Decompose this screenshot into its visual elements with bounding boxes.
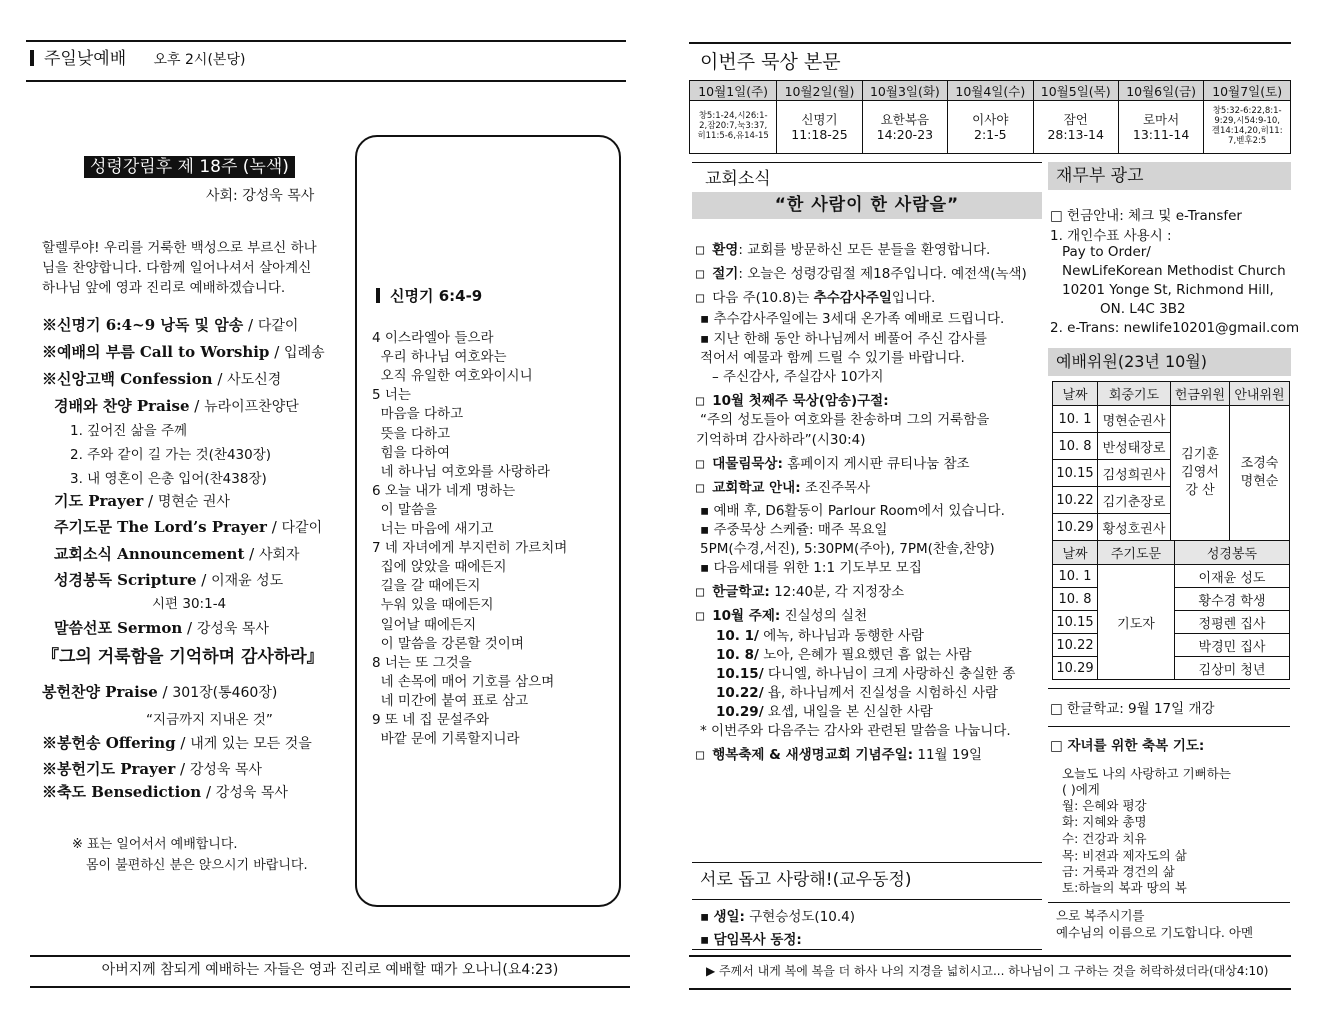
- scripture-line: 길을 갈 때에든지: [372, 578, 481, 595]
- footer-rule-top-right: [689, 955, 1291, 957]
- theme-note: * 이번주와 다음주는 감사와 관련된 말씀을 나눕니다.: [700, 723, 1011, 739]
- meditation-ref: [1204, 101, 1291, 154]
- meditation-ref-line: 요한복음: [880, 112, 930, 127]
- sermon-title: 『그의 거룩함을 기억하며 감사하라』: [42, 647, 324, 667]
- meditation-ref-line: 7,벧후2:5: [1228, 135, 1267, 146]
- finance-line: □ 헌금안내: 체크 및 e-Transfer: [1050, 208, 1242, 224]
- service-time: 오후 2시(본당): [153, 52, 246, 68]
- news-theme: □ 10월 주제: 진실성의 실천: [696, 608, 868, 624]
- meditation-ref-line: 28:13-14: [1047, 127, 1104, 142]
- meditation-ref: [1118, 101, 1203, 154]
- usher-prayer: 명현순권사: [1098, 406, 1171, 433]
- hymn-3: 3. 내 영혼이 은총 입어(찬438장): [70, 471, 267, 487]
- meditation-ref-line: 2,잠20:7,눅3:37,: [699, 121, 768, 132]
- scripture-line: 뜻을 다하고: [372, 425, 451, 442]
- news-korean-school: □ 한글학교: 12:40분, 각 지정장소: [696, 584, 905, 600]
- lords-prayer-leader: 기도자: [1098, 565, 1175, 680]
- order-item: 말씀선포 Sermon / 강성욱 목사: [54, 619, 269, 637]
- meditation-day: 10월2일(월): [777, 81, 862, 101]
- scripture-line: 네 하나님 여호와를 사랑하라: [372, 463, 550, 480]
- meditation-ref-line: 신명기: [801, 112, 838, 127]
- offering-team: 김기훈 김영서 강 산: [1171, 406, 1230, 541]
- meditation-ref-line: 9:29,시54:9-10,: [1214, 116, 1280, 127]
- meditation-day: 10월4일(수): [948, 81, 1033, 101]
- meditation-day: 10월5일(목): [1033, 81, 1118, 101]
- order-item: 경배와 찬양 Praise / 뉴라이프찬양단: [54, 397, 299, 415]
- fellowship-bottom-rule: [692, 949, 1042, 950]
- fellowship-top-rule: [692, 862, 1042, 863]
- reader-name: 황수경 학생: [1175, 588, 1290, 611]
- offering-hymn-name: “지금까지 지내온 것”: [146, 712, 273, 728]
- reader-date: 10. 8: [1053, 588, 1098, 611]
- order-item: ※축도 Bensediction / 강성욱 목사: [42, 783, 288, 801]
- fellowship-heading: 서로 돕고 사랑해!(교우동정): [700, 870, 912, 890]
- scripture-line: 5 너는: [372, 387, 411, 404]
- meditation-ref-line: 창5:32-6:22,8:1-: [1212, 106, 1282, 117]
- korean-school-open: □ 한글학교: 9월 17일 개강: [1050, 701, 1215, 717]
- scripture-line: 네 손목에 매어 기호를 삼으며: [372, 673, 555, 690]
- meditation-day: 10월7일(토): [1204, 81, 1291, 101]
- meditation-ref-line: 겔14:14,20,히11:: [1211, 126, 1283, 136]
- usher-date: 10.22: [1053, 487, 1098, 514]
- meditation-day: 10월3일(화): [862, 81, 947, 101]
- reader-date: 10.22: [1053, 634, 1098, 657]
- order-item: ※봉헌송 Offering / 내게 있는 모든 것을: [42, 734, 312, 752]
- order-item: ※신앙고백 Confession / 사도신경: [42, 370, 282, 388]
- header-bar: [30, 50, 34, 66]
- prayer-line: 화: 지혜와 총명: [1062, 814, 1147, 829]
- heading-bar: [376, 288, 380, 303]
- prayer-end: 예수님의 이름으로 기도합니다. 아멘: [1056, 925, 1254, 940]
- theme-item: 10. 8/ 노아, 은혜가 필요했던 흠 없는 사람: [716, 647, 972, 663]
- meditation-ref: [948, 101, 1033, 154]
- scripture-line: 9 또 네 집 문설주와: [372, 712, 490, 728]
- prayer-line: 토:하늘의 복과 땅의 복: [1062, 880, 1187, 895]
- news-thanksgiving: □ 다음 주(10.8)는 추수감사주일입니다.: [696, 290, 936, 306]
- thanks-item: – 주신감사, 주실감사 10가지: [712, 369, 884, 385]
- meditation-ref-line: 2:1-5: [974, 127, 1007, 142]
- intro-line-1: 할렐루야! 우리를 거룩한 백성으로 부르신 하나: [42, 240, 317, 256]
- ushers-heading: 예배위원(23년 10월): [1048, 348, 1291, 376]
- scripture-ref: 시편 30:1-4: [152, 596, 227, 612]
- order-item: 성경봉독 Scripture / 이재윤 성도: [54, 571, 284, 589]
- finance-line: Pay to Order/: [1062, 244, 1151, 260]
- intro-line-2: 님을 찬양합니다. 다함께 일어나셔서 살아계신: [42, 260, 312, 276]
- motto: “한 사람이 한 사람을”: [692, 192, 1042, 219]
- hymn-2: 2. 주와 같이 길 가는 것(찬430장): [70, 447, 272, 463]
- scripture-line: 이 말씀을: [372, 501, 438, 518]
- theme-item: 10.29/ 요셉, 내일을 본 신실한 사람: [716, 704, 933, 720]
- fellowship-birthday: ▪ 생일: 구현승성도(10.4): [700, 909, 856, 925]
- note-line-2: 몸이 불편하신 분은 앉으시기 바랍니다.: [86, 858, 308, 873]
- usher-date: 10.15: [1053, 460, 1098, 487]
- scripture-line: 네 미간에 붙여 표로 삼고: [372, 692, 529, 709]
- meditation-ref-line: 이사야: [972, 112, 1009, 127]
- order-item: 주기도문 The Lord’s Prayer / 다같이: [54, 518, 323, 536]
- service-header: [30, 48, 245, 71]
- meditation-table: [689, 80, 1291, 154]
- meditation-ref-line: 14:20-23: [876, 127, 934, 142]
- fellowship-pastor: ▪ 담임목사 동정:: [700, 932, 802, 948]
- prayer-top-rule: [1048, 726, 1290, 727]
- header-rule-left: [26, 80, 626, 82]
- reader-date: 10.15: [1053, 611, 1098, 634]
- memory-verse-label: □ 10월 첫째주 묵상(암송)구절:: [696, 393, 889, 409]
- right-footer-verse: ▶ 주께서 내게 복에 복을 더 하사 나의 지경을 넓히시고... 하나님이 그 구하는 것을 허락하셨더라(대상4:10): [706, 964, 1269, 978]
- fellowship-mid-rule: [692, 899, 1042, 900]
- prayer-line: 월: 은혜와 평강: [1062, 798, 1147, 813]
- meditation-ref-line: 창5:1-24,시26:1-: [698, 111, 768, 122]
- scripture-line: 우리 하나님 여호와는: [372, 349, 507, 366]
- ushers-bottom-rule: [1048, 688, 1290, 689]
- scripture-line: 7 네 자녀에게 부지런히 가르치며: [372, 540, 568, 557]
- finance-line: 2. e-Trans: newlife10201@gmail.com: [1050, 320, 1300, 336]
- news-top-rule: [692, 162, 1042, 163]
- reader-name: 이재윤 성도: [1175, 565, 1290, 588]
- thanks-item: ▪ 추수감사주일에는 3세대 온가족 예배로 드립니다.: [700, 311, 1005, 327]
- prayer-line: 수: 건강과 치유: [1062, 831, 1147, 846]
- usher-prayer: 김성희권사: [1098, 460, 1171, 487]
- usher-table: [1052, 381, 1290, 541]
- scripture-line: 마음을 다하고: [372, 406, 464, 423]
- reader-date: 10.29: [1053, 657, 1098, 680]
- reader-name: 김상미 청년: [1175, 657, 1290, 680]
- news-festival: □ 행복축제 & 새생명교회 기념주일: 11월 19일: [696, 747, 983, 763]
- guide-team: 조경숙 명현순: [1230, 406, 1290, 541]
- week-title: 성령강림후 제 18주 (녹색): [84, 156, 295, 178]
- footer-rule-top-left: [30, 955, 630, 957]
- prayer-mid-rule: [1048, 902, 1290, 903]
- theme-item: 10. 1/ 에녹, 하나님과 동행한 사람: [716, 628, 924, 644]
- thanks-item: 적어서 예물과 함께 드릴 수 있기를 바랍니다.: [700, 350, 965, 366]
- order-item: 기도 Prayer / 명현순 권사: [54, 492, 230, 510]
- usher-date: 10. 8: [1053, 433, 1098, 460]
- news-season: □ 절기: 오늘은 성령강림절 제18주입니다. 예전색(녹색): [696, 266, 1027, 282]
- school-item: ▪ 예배 후, D6활동이 Parlour Room에서 있습니다.: [700, 503, 1005, 519]
- presider: 사회: 강성욱 목사: [206, 188, 315, 204]
- usher-header: 회중기도: [1098, 382, 1171, 406]
- left-footer-verse: 아버지께 참되게 예배하는 자들은 영과 진리로 예배할 때가 오나니(요4:23): [101, 962, 559, 978]
- memory-verse-1: “주의 성도들아 여호와를 찬송하며 그의 거룩함을: [700, 412, 990, 428]
- top-rule-left: [26, 40, 626, 42]
- finance-line: 10201 Yonge St, Richmond Hill,: [1062, 282, 1274, 298]
- note-line-1: ※ 표는 일어서서 예배합니다.: [72, 837, 238, 852]
- scripture-line: 너는 마음에 새기고: [372, 521, 494, 537]
- reader-name: 박경민 집사: [1175, 634, 1290, 657]
- order-item: ※신명기 6:4~9 낭독 및 암송 / 다같이: [42, 316, 299, 334]
- meditation-day: 10월1일(주): [690, 81, 777, 101]
- meditation-ref-line: 히11:5-6,유14-15: [697, 130, 769, 141]
- meditation-ref-line: 13:11-14: [1132, 127, 1190, 142]
- usher-header: 헌금위원: [1171, 382, 1230, 406]
- prayer-line: 금: 거룩과 경건의 삶: [1062, 864, 1175, 879]
- footer-rule-bottom-right: [689, 988, 1291, 990]
- scripture-line: 누워 있을 때에든지: [372, 597, 494, 614]
- finance-heading: 재무부 광고: [1048, 162, 1291, 190]
- usher-date: 10. 1: [1053, 406, 1098, 433]
- school-item: 5PM(수경,서진), 5:30PM(주아), 7PM(찬솔,찬양): [700, 541, 995, 557]
- scripture-line: 6 오늘 내가 네게 명하는: [372, 482, 516, 499]
- prayer-line: 오늘도 나의 사랑하고 기뻐하는: [1062, 766, 1231, 781]
- prayer-end: 으로 복주시기를: [1056, 908, 1145, 923]
- meditation-ref-line: 잠언: [1063, 112, 1088, 127]
- news-school: □ 교회학교 안내: 조진주목사: [696, 480, 871, 496]
- scripture-line: 이 말씀을 강론할 것이며: [372, 635, 524, 652]
- scripture-line: 일어날 때에든지: [372, 616, 477, 633]
- reader-date: 10. 1: [1053, 565, 1098, 588]
- scripture-heading-text: 신명기 6:4-9: [390, 287, 483, 305]
- reader-name: 정평렌 집사: [1175, 611, 1290, 634]
- usher-header: 안내위원: [1230, 382, 1290, 406]
- meditation-ref-line: 11:18-25: [791, 127, 848, 142]
- meditation-ref: [862, 101, 947, 154]
- news-welcome: □ 환영: 교회를 방문하신 모든 분들을 환영합니다.: [696, 242, 991, 258]
- news-devotion: □ 대물림묵상: 홈페이지 게시판 큐티나눔 참조: [696, 456, 970, 472]
- usher-prayer: 반성태장로: [1098, 433, 1171, 460]
- order-item: 교회소식 Announcement / 사회자: [54, 545, 300, 563]
- scripture-heading: [376, 286, 482, 306]
- scripture-line: 4 이스라엘아 들으라: [372, 330, 494, 346]
- meditation-ref: [690, 101, 777, 154]
- meditation-heading: 이번주 묵상 본문: [700, 51, 841, 73]
- scripture-line: 힘을 다하여: [372, 444, 451, 461]
- school-item: ▪ 주중묵상 스케쥴: 매주 목요일: [700, 522, 888, 538]
- scripture-line: 오직 유일한 여호와이시니: [372, 368, 533, 385]
- order-item: 봉헌찬양 Praise / 301장(통460장): [42, 683, 278, 701]
- theme-item: 10.22/ 욥, 하나님께서 진실성을 시험하신 사람: [716, 685, 999, 701]
- footer-rule-bottom-left: [30, 986, 630, 988]
- school-item: ▪ 다음세대를 위한 1:1 기도부모 모집: [700, 560, 922, 576]
- scripture-line: 8 너는 또 그것을: [372, 654, 472, 671]
- meditation-ref: [1033, 101, 1118, 154]
- hymn-1: 1. 깊어진 삶을 주께: [70, 423, 188, 439]
- scripture-line: 바깥 문에 기록할지니라: [372, 731, 520, 748]
- finance-line: 1. 개인수표 사용시 :: [1050, 228, 1172, 244]
- usher-date: 10.29: [1053, 514, 1098, 541]
- thanks-item: ▪ 지난 한해 동안 하나님께서 베풀어 주신 감사를: [700, 331, 987, 347]
- prayer-line: ( )에게: [1062, 782, 1100, 797]
- prayer-line: 목: 비젼과 제자도의 삶: [1062, 848, 1187, 863]
- meditation-day: 10월6일(금): [1118, 81, 1203, 101]
- usher-prayer: 황성호권사: [1098, 514, 1171, 541]
- service-title: 주일낮예배: [44, 49, 127, 69]
- finance-line: ON. L4C 3B2: [1100, 301, 1186, 317]
- reader-header: 날짜: [1053, 541, 1098, 565]
- top-rule-right: [689, 42, 1291, 44]
- meditation-ref-line: 로마서: [1142, 112, 1180, 127]
- usher-prayer: 김기춘장로: [1098, 487, 1171, 514]
- reader-table: [1052, 540, 1290, 680]
- scripture-line: 집에 앉았을 때에든지: [372, 559, 507, 576]
- children-prayer-label: □ 자녀를 위한 축복 기도:: [1050, 738, 1205, 754]
- order-item: ※봉헌기도 Prayer / 강성욱 목사: [42, 760, 262, 778]
- intro-line-3: 하나님 앞에 영과 진리로 예배하겠습니다.: [42, 280, 286, 296]
- news-heading: 교회소식: [705, 169, 771, 189]
- memory-verse-2: 기억하며 감사하라”(시30:4): [696, 432, 866, 448]
- order-item: ※예배의 부름 Call to Worship / 입례송: [42, 343, 325, 361]
- finance-line: NewLifeKorean Methodist Church: [1062, 263, 1286, 279]
- theme-item: 10.15/ 다니엘, 하나님이 크게 사랑하신 충실한 종: [716, 666, 1016, 682]
- reader-header: 성경봉독: [1175, 541, 1290, 565]
- reader-header: 주기도문: [1098, 541, 1175, 565]
- meditation-ref: [777, 101, 862, 154]
- usher-header: 날짜: [1053, 382, 1098, 406]
